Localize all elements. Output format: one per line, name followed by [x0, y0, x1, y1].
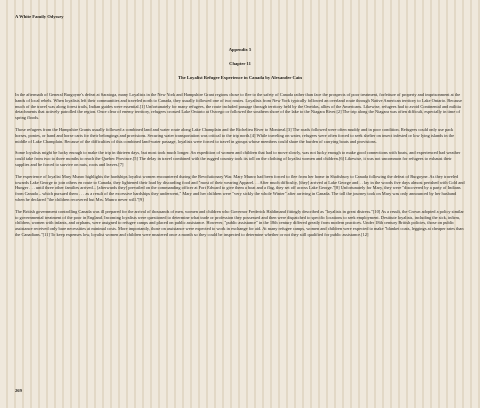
paragraph: The experience of loyalist Mary Munro highlights the hardships loyalist women encountered during the Revolutionary War. Mary Munro had been forced to flee from her home in Shaftsbury to Canada following the defeat of Burgoyne. As they traveled towards Lake George to join others en route to Canada, they lightened their load by discarding food and "most of their wearing Apparel. . . After much difficulty, [they] arrived at Lake George and . . lay in the woods five days almost perished with Cold and Hunger . . . until three other families arrived... [afterwards they] prevailed on the commanding officer at Fort Edward to give them a boat and a flag, they set off across Lake George."[8] Unfortunately for Mary, they were "discovered by a party of Indians from Canada – which pursued them . . . as a result of the excessive hardships they underwent," Mary and her children were "very sickly the whole Winter" after arriving in Canada. The toll the journey took on Mary was only announced by her husband when he declared "the children recovered but Mrs. Munro never will."[9]	[15, 173, 465, 202]
chapter-heading: Chapter 11	[229, 61, 251, 66]
paragraph: The British government controlling Canada was ill prepared for the arrival of thousands of men, women and children who Governor Frederick Haldimand fittingly described as "loyalists in great distress."[10] As a result, the Crown adopted a policy similar to governmental treatment of the poor in England. Incoming loyalists were questioned to determine what trade or profession they possessed and then were dispatched to specific locations to seek employment. Destitute loyalists, including the sick, infirm, children, women with infants, and orphans, were assigned to refugee camps and placed on public assistance. However, "public assistance" in the 18th century differed greatly from modern practices. Under 18th century British policies, those on public assistance received only bare necessities at minimal costs. More importantly, those on assistance were expected to work in exchange for aid. At many refugee camps, women and children were expected to make "blanket coats, leggings at cheaper rates than the Canadians."[11] To keep expenses low, loyalist women and children were mustered once a month so they could be inspected to determine whether or not they still qualified for public assistance.[12]	[15, 208, 464, 237]
appendix-heading: Appendix 5	[228, 47, 252, 52]
paragraph: In the aftermath of General Burgoyne's defeat at Saratoga, many Loyalists in the New York and Hampshire Grant regions chose to flee to the safety of Canada rather than face the prospects of poor treatment, forfeiture of property and imprisonment at the hands of local rebels. When loyalists left their communities and traveled north to Canada, they usually followed one of two routes. Loyalists from New York typically followed an overland route through Native American territory to Lake Ontario. Because much of the travel was along forest trails, Indian guides were essential.[1] Unfortunately for many refugees, the route included passage through territory held by the Oneidas, allies of the Americans. Likewise, refugees had to avoid Continental and militia detachments that actively patrolled the region. Once clear of enemy territory, refugees crossed Lake Ontario at Oswego or followed the southern shore of the lake to the Niagara River.[2] The trip along the Niagara was often difficult, especially in time of spring floods.	[15, 92, 462, 121]
paragraph: Those refugees from the Hampshire Grants usually followed a combined land and water route along Lake Champlain and the Richelieu River to Montreal.[3] The roads followed were often muddy and in poor condition. Refugees could only use pack horses, ponies, or hand and horse carts for their belongings and provisions. Securing water transportation was critical to the trip north.[4] While traveling on water, refugees were often forced to seek shelter on insect infested or low lying islands in the middle of Lake Champlain. Because of the difficulties of this combined land-water passage, loyalists were forced to travel in groups whose members could share the burden of carrying boats and provisions.	[15, 126, 455, 144]
body-text	[15, 92, 465, 238]
paragraph: Some loyalists might be lucky enough to make the trip in thirteen days, but most took much longer. An expedition of women and children that had to move slowly, was not lucky enough to make good connections with boats, and experienced bad weather could take from two to three months to reach the Quebec Province.[5] The delay in travel combined with the rugged country took its toll on the clothing of loyalist women and children.[6] Likewise, it was not uncommon for refugees to exhaust their supplies and be forced to survive on nuts, roots and leaves.[7]	[15, 150, 461, 167]
running-head: A White Family Odyssey	[15, 14, 64, 19]
page-number: 269	[15, 388, 22, 393]
chapter-title: The Loyalist Refugee Experience in Canada by Alexander Cain	[178, 75, 302, 80]
